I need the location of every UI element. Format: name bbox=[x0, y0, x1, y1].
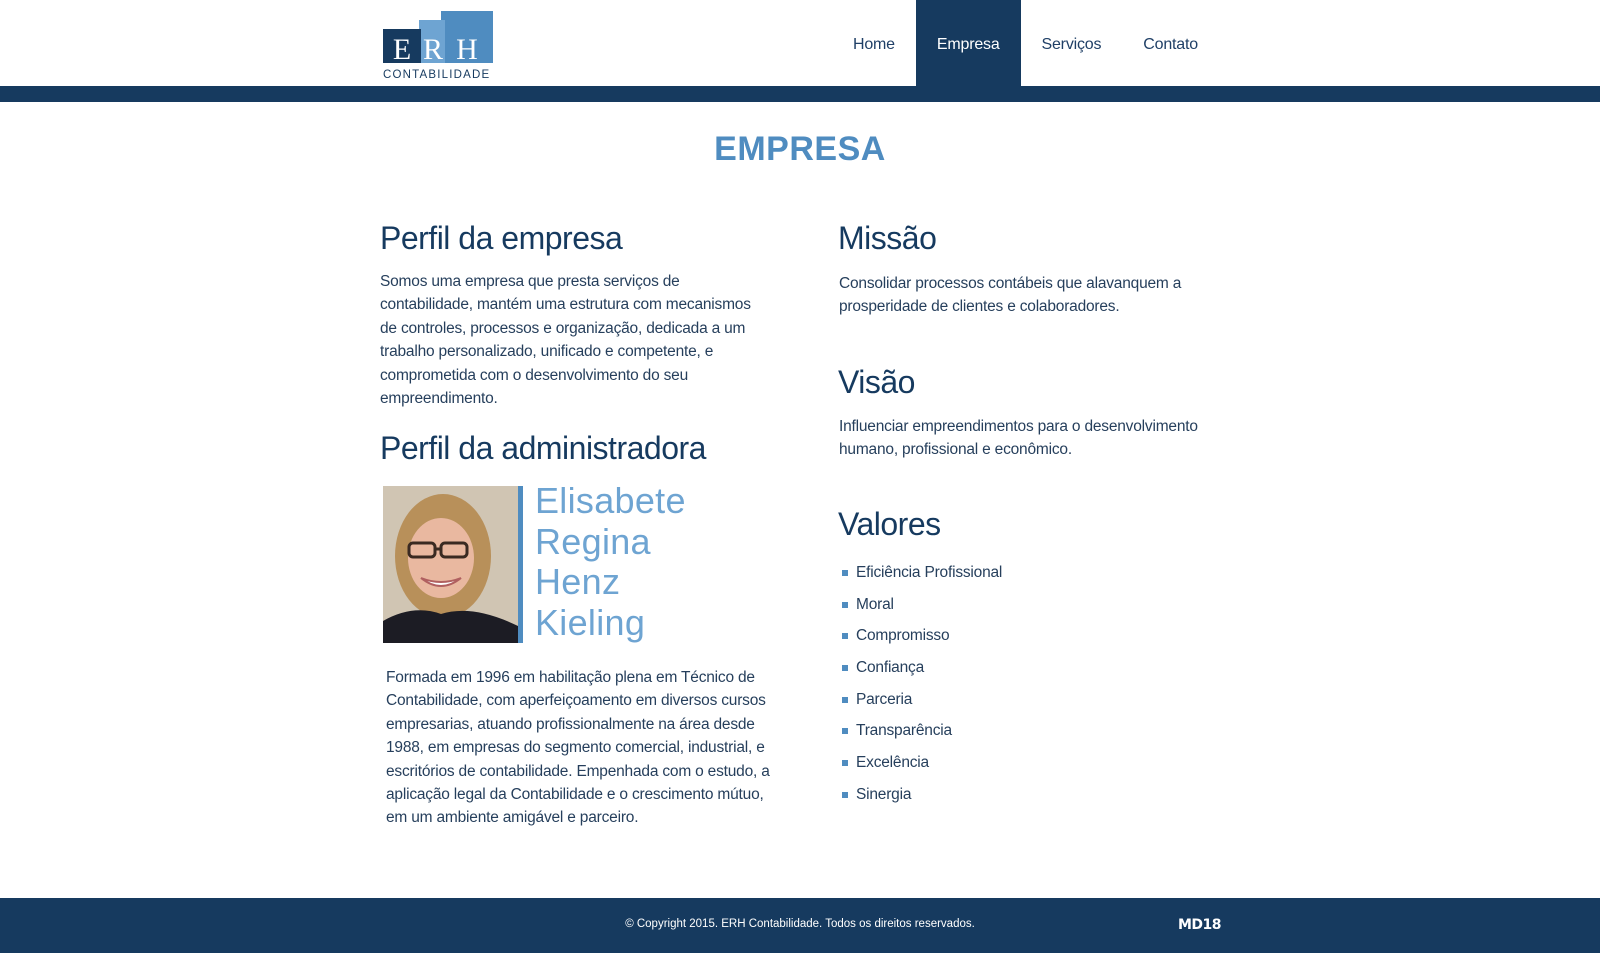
square-bullet-icon bbox=[842, 728, 848, 734]
site-footer bbox=[0, 898, 1600, 953]
nav-servicos[interactable]: Serviços bbox=[1041, 36, 1102, 53]
admin-photo bbox=[383, 486, 523, 643]
square-bullet-icon bbox=[842, 570, 848, 576]
square-bullet-icon bbox=[842, 633, 848, 639]
admin-name-line: Henz bbox=[535, 561, 621, 602]
admin-name bbox=[535, 481, 686, 643]
valor-label: Compromisso bbox=[856, 627, 950, 645]
valor-label: Confiança bbox=[856, 658, 924, 676]
page-title: EMPRESA bbox=[714, 130, 886, 168]
list-item bbox=[842, 620, 1002, 652]
copyright-text: © Copyright 2015. ERH Contabilidade. Todos os direitos reservados. bbox=[625, 918, 975, 930]
perfil-empresa-title: Perfil da empresa bbox=[380, 220, 623, 256]
nav-home[interactable]: Home bbox=[853, 36, 895, 53]
missao-title: Missão bbox=[838, 220, 937, 256]
nav-empresa[interactable]: Empresa bbox=[916, 0, 1021, 86]
perfil-administradora-title: Perfil da administradora bbox=[380, 430, 706, 466]
missao-text: Consolidar processos contábeis que alavanquem a prosperidade de clientes e colaboradores. bbox=[839, 275, 1182, 316]
md18-credit-logo[interactable]: MD18 bbox=[1178, 917, 1222, 933]
admin-card bbox=[383, 480, 763, 643]
site-header bbox=[0, 0, 1600, 86]
list-item bbox=[842, 715, 1002, 747]
list-item bbox=[842, 779, 1002, 811]
perfil-empresa-text: Somos uma empresa que presta serviços de contabilidade, mantém uma estrutura com mecanismos de controles, processos e organização, dedicada a um trabalho personalizado, unificado e competente, e comprometida com o desenvolvimento do seu empreendimento. bbox=[380, 273, 751, 408]
nav-contato[interactable]: Contato bbox=[1143, 36, 1198, 53]
valor-label: Eficiência Profissional bbox=[856, 563, 1003, 581]
admin-bio: Formada em 1996 em habilitação plena em Técnico de Contabilidade, com aperfeiçoamento em diversos cursos empresarias, atuando profissionalmente na área desde 1988, em empresas do segmento comercial, industrial, e escritórios de contabilidade. Empenhada com o estudo, a aplicação legal da Contabilidade e o crescimento mútuo, em um ambiente amigável e parceiro. bbox=[386, 669, 770, 827]
valores-list bbox=[842, 557, 1002, 811]
valor-label: Sinergia bbox=[856, 785, 912, 803]
valor-label: Transparência bbox=[856, 722, 952, 740]
perfil-empresa-section bbox=[380, 218, 765, 410]
visao-text: Influenciar empreendimentos para o desenvolvimento humano, profissional e econômico. bbox=[839, 418, 1198, 459]
list-item bbox=[842, 557, 1002, 589]
logo-letter-e: E bbox=[392, 33, 412, 66]
erh-logo[interactable] bbox=[383, 11, 493, 81]
visao-title: Visão bbox=[838, 364, 915, 400]
square-bullet-icon bbox=[842, 602, 848, 608]
list-item bbox=[842, 589, 1002, 621]
main-nav bbox=[832, 0, 1219, 86]
logo-letter-h: H bbox=[456, 33, 478, 66]
list-item bbox=[842, 652, 1002, 684]
admin-name-line: Regina bbox=[535, 520, 651, 562]
admin-name-line: Kieling bbox=[535, 601, 646, 643]
logo-letter-r: R bbox=[422, 33, 444, 66]
square-bullet-icon bbox=[842, 697, 848, 703]
valor-label: Moral bbox=[856, 595, 894, 613]
valor-label: Parceria bbox=[856, 690, 913, 708]
valores-title: Valores bbox=[838, 506, 941, 542]
admin-name-line: Elisabete bbox=[535, 480, 686, 521]
square-bullet-icon bbox=[842, 665, 848, 671]
list-item bbox=[842, 747, 1002, 779]
header-divider-bar bbox=[0, 86, 1600, 102]
square-bullet-icon bbox=[842, 792, 848, 798]
list-item bbox=[842, 684, 1002, 716]
valor-label: Excelência bbox=[856, 753, 929, 771]
logo-subtitle: CONTABILIDADE bbox=[383, 69, 491, 81]
square-bullet-icon bbox=[842, 760, 848, 766]
